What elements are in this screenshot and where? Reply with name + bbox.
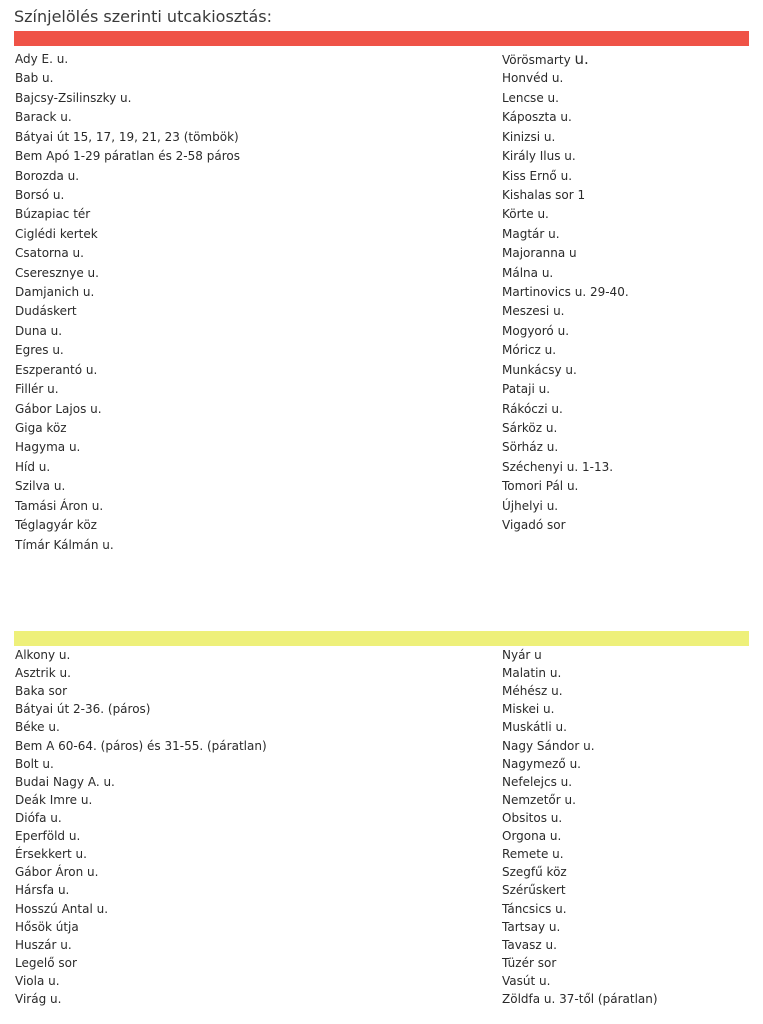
list-item: Borsó u. xyxy=(15,187,65,202)
list-item: Malatin u. xyxy=(502,666,562,681)
list-item: Meszesi u. xyxy=(502,304,565,319)
list-item: Tartsay u. xyxy=(502,919,561,934)
list-item: Méhész u. xyxy=(502,684,563,699)
list-item: Táncsics u. xyxy=(502,901,567,916)
list-item: Diófa u. xyxy=(15,810,62,825)
list-item: Martinovics u. 29-40. xyxy=(502,285,629,300)
list-item: Kishalas sor 1 xyxy=(502,187,586,202)
list-item: Giga köz xyxy=(15,421,67,436)
list-item: Baka sor xyxy=(15,684,68,699)
list-item: Búzapiac tér xyxy=(15,207,91,222)
list-item: Lencse u. xyxy=(502,90,559,105)
list-item: Bolt u. xyxy=(15,756,54,771)
list-item: Eperföld u. xyxy=(15,829,81,844)
list-item: Szegfű köz xyxy=(502,865,567,880)
list-item: Nagymező u. xyxy=(502,756,581,771)
list-item: Gábor Áron u. xyxy=(15,865,99,880)
list-item: Majoranna u xyxy=(502,246,577,261)
list-item: Tímár Kálmán u. xyxy=(15,537,114,552)
list-item: Huszár u. xyxy=(15,937,72,952)
list-item: Érsekkert u. xyxy=(15,847,87,862)
list-item: Nemzetőr u. xyxy=(502,792,576,807)
list-item: Csatorna u. xyxy=(15,246,84,261)
page-title: Színjelölés szerinti utcakiosztás: xyxy=(14,7,272,26)
list-item: Muskátli u. xyxy=(502,720,567,735)
list-item: Tamási Áron u. xyxy=(15,498,104,513)
list-item: Barack u. xyxy=(15,110,72,125)
list-item: Rákóczi u. xyxy=(502,401,563,416)
list-item: Ady E. u. xyxy=(15,52,69,66)
list-item: Hősök útja xyxy=(15,919,79,934)
list-item: Körte u. xyxy=(502,207,549,222)
list-item: Tavasz u. xyxy=(502,937,557,952)
list-item: Bab u. xyxy=(15,71,54,86)
list-item: Sörház u. xyxy=(502,440,559,455)
red-color-band xyxy=(14,31,749,46)
red-right-street-list xyxy=(502,50,629,536)
list-item: Bátyai út 2-36. (páros) xyxy=(15,702,151,717)
list-item: Dudáskert xyxy=(15,304,77,319)
list-item: Obsitos u. xyxy=(502,810,563,825)
list-item: Viola u. xyxy=(15,973,60,988)
list-item: Híd u. xyxy=(15,459,51,474)
list-item: Móricz u. xyxy=(502,343,557,358)
yellow-color-band xyxy=(14,631,749,646)
list-item: Tüzér sor xyxy=(502,955,557,970)
list-item: Hagyma u. xyxy=(15,440,81,455)
list-item: Káposzta u. xyxy=(502,110,572,125)
list-item: Orgona u. xyxy=(502,829,562,844)
list-item: Tomori Pál u. xyxy=(502,479,579,494)
list-item: Deák Imre u. xyxy=(15,792,93,807)
list-item: Eszperantó u. xyxy=(15,362,98,377)
street-name: Vörösmarty xyxy=(502,53,571,67)
list-item: Nyár u xyxy=(502,648,542,662)
list-item: Magtár u. xyxy=(502,226,560,241)
list-item: Cseresznye u. xyxy=(15,265,99,280)
list-item: Hosszú Antal u. xyxy=(15,901,109,916)
list-item: Vasút u. xyxy=(502,973,551,988)
list-item: Gábor Lajos u. xyxy=(15,401,102,416)
list-item: Borozda u. xyxy=(15,168,80,183)
list-item: Béke u. xyxy=(15,720,60,735)
list-item: Duna u. xyxy=(15,323,63,338)
list-item: Széchenyi u. 1-13. xyxy=(502,459,614,474)
yellow-right-street-list xyxy=(502,646,658,1008)
list-item: Pataji u. xyxy=(502,382,551,397)
list-item: Ciglédi kertek xyxy=(15,226,98,241)
list-item: Bem Apó 1-29 páratlan és 2-58 páros xyxy=(15,149,240,164)
list-item: Legelő sor xyxy=(15,955,77,970)
list-item: Bátyai út 15, 17, 19, 21, 23 (tömbök) xyxy=(15,129,239,144)
list-item: Budai Nagy A. u. xyxy=(15,774,115,789)
list-item: Kiss Ernő u. xyxy=(502,168,573,183)
street-suffix: u. xyxy=(574,50,589,68)
list-item: Munkácsy u. xyxy=(502,362,577,377)
list-item: Nefelejcs u. xyxy=(502,774,573,789)
list-item: Vigadó sor xyxy=(502,518,566,533)
list-item: Málna u. xyxy=(502,265,554,280)
yellow-left-street-list xyxy=(15,646,267,1008)
list-item: Király Ilus u. xyxy=(502,149,576,164)
list-item: Kinizsi u. xyxy=(502,129,556,144)
list-item: Virág u. xyxy=(15,992,62,1007)
list-item: Újhelyi u. xyxy=(502,498,559,513)
list-item: Fillér u. xyxy=(15,382,59,397)
list-item: Damjanich u. xyxy=(15,285,95,300)
list-item: Szérűskert xyxy=(502,883,566,898)
list-item xyxy=(502,50,629,69)
list-item: Honvéd u. xyxy=(502,71,564,86)
list-item: Szilva u. xyxy=(15,479,66,494)
list-item: Miskei u. xyxy=(502,702,555,717)
list-item: Bajcsy-Zsilinszky u. xyxy=(15,90,132,105)
list-item: Zöldfa u. 37-től (páratlan) xyxy=(502,992,658,1007)
list-item: Mogyoró u. xyxy=(502,323,570,338)
list-item: Asztrik u. xyxy=(15,666,71,681)
list-item: Remete u. xyxy=(502,847,564,862)
red-left-street-list xyxy=(15,50,240,555)
list-item: Hársfa u. xyxy=(15,883,70,898)
list-item: Téglagyár köz xyxy=(15,518,97,533)
list-item: Egres u. xyxy=(15,343,64,358)
list-item: Alkony u. xyxy=(15,648,71,662)
list-item: Sárköz u. xyxy=(502,421,558,436)
list-item: Bem A 60-64. (páros) és 31-55. (páratlan) xyxy=(15,738,267,753)
list-item: Nagy Sándor u. xyxy=(502,738,595,753)
